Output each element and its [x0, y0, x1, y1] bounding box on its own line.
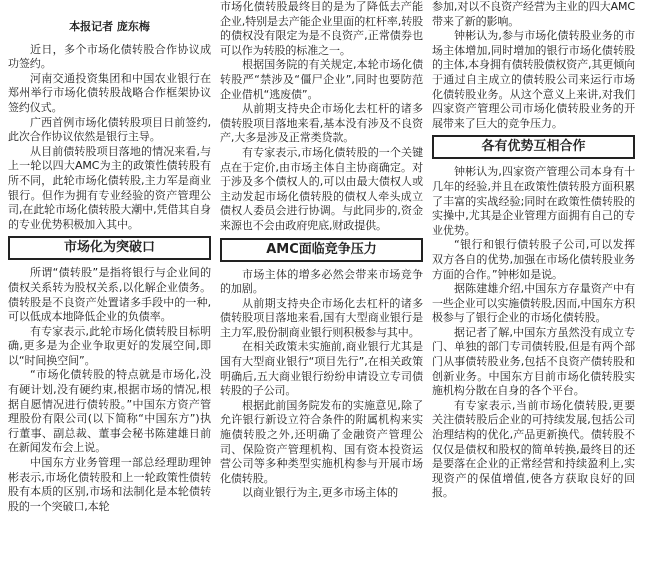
- paragraph: 有专家表示,当前市场化债转股,更要关注债转股后企业的可持续发展,包括公司治理结构的优化,产品更新换代。债转股不仅仅是债权和股权的简单转换,最终目的还是要落在企业的正常经营和持续盈利上,实现资产的保值增值,使各方获取良好的回报。: [432, 398, 635, 500]
- column-3-content: [432, 0, 635, 501]
- paragraph: 钟彬认为,参与市场化债转股业务的市场主体增加,同时增加的银行市场化债转股的主体,本身拥有债转股债权资产,其更倾向于通过自主成立的债转股公司来运行市场化债转股业务。从这个意义上来讲,对我们四家资产管理公司市场化债转股业务的开展带来了巨大的竞争压力。: [432, 29, 635, 130]
- column-2: [220, 0, 423, 501]
- paragraph: 在相关政策未实施前,商业银行尤其是国有大型商业银行“项目先行”,在相关政策明确后,五大商业银行纷纷申请设立专司债转股的子公司。: [220, 340, 423, 398]
- paragraph: “银行和银行债转股子公司,可以发挥双方各自的优势,加强在市场化债转股业务方面的合作。”钟彬如是说。: [432, 238, 635, 281]
- column-1-content: [8, 20, 211, 514]
- column-2-content: [220, 0, 423, 501]
- paragraph: 有专家表示,此轮市场化债转股目标明确,更多是为企业争取更好的发展空间,即以“时间换空间”。: [8, 324, 211, 367]
- paragraph: 从前期支持央企市场化去杠杆的诸多债转股项目落地来看,国有大型商业银行是主力军,股份制商业银行则积极参与其中。: [220, 296, 423, 339]
- paragraph: 广西首例市场化债转股项目日前签约,此次合作协议依然是银行主导。: [8, 115, 211, 144]
- paragraph: 有专家表示,市场化债转股的一个关键点在于定价,由市场主体自主协商确定。对于涉及多个债权人的,可以由最大债权人或主动发起市场化债转股的债权人牵头成立债权人委员会进行协调。与此同步的,资金来源也不会由政府兜底,财政提供。: [220, 145, 423, 232]
- paragraph: 近日，多个市场化债转股合作协议成功签约。: [8, 42, 211, 71]
- paragraph: “市场化债转股的特点就是市场化,没有硬计划,没有硬约束,根据市场的情况,根据自愿情况进行债转股。”中国东方资产管理股份有限公司(以下简称“中国东方”)执行董事、副总裁、董事会秘书陈建雄日前在新闻发布会上说。: [8, 368, 211, 455]
- byline: 本报记者 庞东梅: [69, 20, 150, 33]
- paragraph: 根据国务院的有关规定,本轮市场化债转股严“禁涉及“僵尸企业”,同时也要防范企业借机“逃废债”。: [220, 58, 423, 101]
- paragraph: 市场化债转股最终目的是为了降低去产能企业,特别是去产能企业里面的杠杆率,转股的债权没有限定为是不良资产,正常债券也可以作为转股的标准之一。: [220, 0, 423, 57]
- paragraph: 钟彬认为,四家资产管理公司本身有十几年的经验,并且在政策性债转股方面积累了丰富的实战经验;同时在政策性债转股的实操中,尤其是企业管理方面拥有自己的专业优势。: [432, 165, 635, 237]
- section-heading: AMC面临竞争压力: [220, 238, 423, 262]
- section-heading: 各有优势互相合作: [432, 135, 635, 159]
- paragraph: 中国东方业务管理一部总经理助理钟彬表示,市场化债转股和上一轮政策性债转股有本质的区别,市场和法制化是本轮债转股的一个突破口,本轮: [8, 456, 211, 513]
- column-1: [8, 0, 211, 514]
- paragraph: 据陈建雄介绍,中国东方存量资产中有一些企业可以实施债转股,因而,中国东方积极参与了银行企业的市场化债转股。: [432, 282, 635, 325]
- paragraph: 河南交通投资集团和中国农业银行在郑州举行市场化债转股战略合作框架协议签约仪式。: [8, 71, 211, 114]
- paragraph: 所谓“债转股”是指将银行与企业间的债权关系转为股权关系,以化解企业债务。债转股是不良资产处置诸多手段中的一种,可以低成本地降低企业的负债率。: [8, 266, 211, 324]
- column-3: [432, 0, 635, 501]
- paragraph: 根据此前国务院发布的实施意见,除了允许银行新设立符合条件的附属机构来实施债转股之外,还明确了金融资产管理公司、保险资产管理机构、国有资本投资运营公司等多种类型实施机构参与开展市场化债转股。: [220, 398, 423, 485]
- paragraph: 以商业银行为主,更多市场主体的: [242, 486, 398, 500]
- paragraph: 市场主体的增多必然会带来市场竞争的加剧。: [220, 267, 423, 296]
- paragraph: 从前期支持央企市场化去杠杆的诸多债转股项目落地来看,基本没有涉及不良资产,大多是涉及正常类贷款。: [220, 102, 423, 145]
- paragraph: 据记者了解,中国东方虽然没有成立专门、单独的部门专司债转股,但是有两个部门从事债转股业务,包括不良资产债转股和创新业务。中国东方目前市场化债转股实施机构分散在自身的各个平台。: [432, 325, 635, 398]
- section-heading: 市场化为突破口: [8, 236, 211, 260]
- paragraph: 从目前债转股项目落地的情况来看,与上一轮以四大AMC为主的政策性债转股有所不同，此轮市场化债转股,主力军是商业银行。但作为拥有专业经验的资产管理公司,在此轮市场化债转股大潮中,凭借其自身的专业优势积极加入其中。: [8, 144, 211, 231]
- paragraph: 参加,对以不良资产经营为主业的四大AMC带来了新的影响。: [432, 0, 635, 28]
